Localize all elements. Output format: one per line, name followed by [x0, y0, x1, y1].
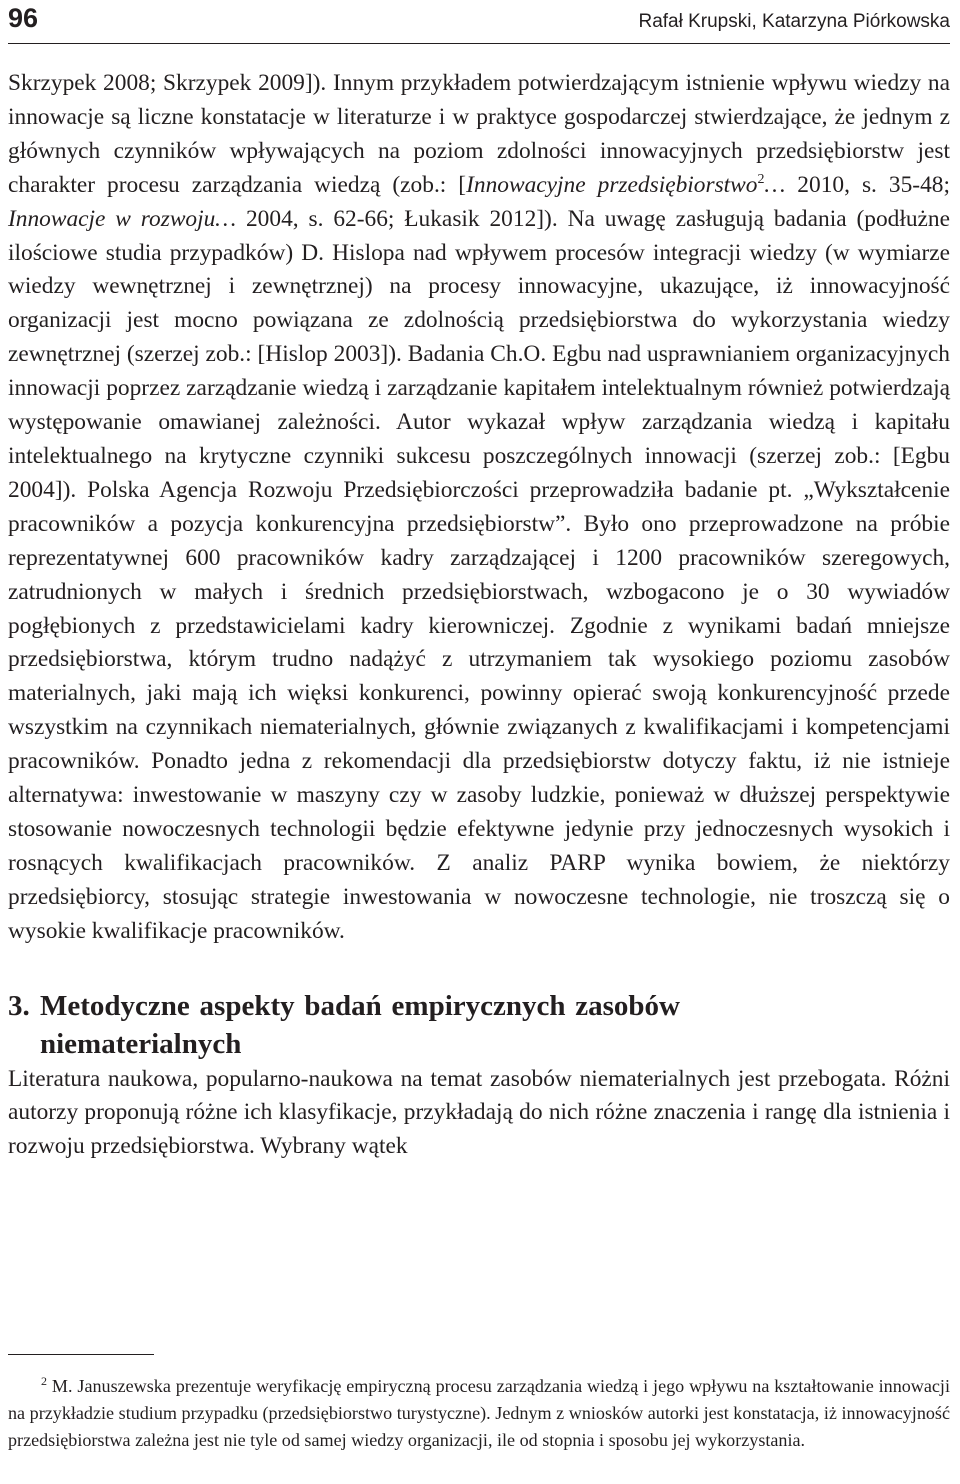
footnote [8, 1373, 950, 1453]
citation-title: Innowacyjne przedsiębiorstwo [466, 171, 758, 198]
running-header-authors: Rafał Krupski, Katarzyna Piórkowska [638, 11, 950, 32]
footnote-text: M. Januszewska prezentuje weryfikację empiryczną procesu zarządzania wiedzą i jego wpływu na kształtowanie innowacji na przykładzie studium przypadku (przedsiębiorstwo turystyczne). Jednym z wniosków autorki jest konstatacja, iż innowacyjność przedsiębiorstwa zależna jest nie tyle od samej wiedzy organizacji, ile od stopnia i sposobu jej wykorzystania. [8, 1376, 950, 1450]
paragraph-text: 2010, s. 35-48; [785, 171, 950, 198]
paragraph-text: Skrzypek 2008; Skrzypek 2009]). Innym przykładem potwierdzającym istnienie wpływu wiedzy na innowacje są liczne konstatacje w literaturze i w praktyce gospodarczej stwierdzające, że jednym z głównych czynników wpływających na poziom zdolności innowacyjnych przedsiębiorstw jest charakter procesu zarządzania wiedzą (zob.: [ [8, 70, 950, 198]
paragraph-text: 2004, s. 62-66; Łukasik 2012]). Na uwagę zasługują badania (podłużne ilościowe studia przypadków) D. Hislopa nad wpływem procesów integracji wiedzy (w wymiarze wiedzy wewnętrznej i zewnętrznej) na procesy innowacyjne, ukazujące, iż innowacyjność organizacji jest mocno powiązana ze zdolnością przedsiębiorstwa do wykorzystania wiedzy zewnętrznej (szerzej zob.: [Hislop 2003]). Badania Ch.O. Egbu nad usprawnianiem organizacyjnych innowacji poprzez zarządzanie wiedzą i zarządzanie kapitałem intelektualnym również potwierdzają występowanie omawianej zależności. Autor wykazał wpływ zarządzania wiedzą i kapitału intelektualnego na krytyczne czynniki sukcesu poszczególnych innowacji (szerzej zob.: [Egbu 2004]). Polska Agencja Rozwoju Przedsiębiorczości przeprowadziła badanie pt. „Wykształcenie pracowników a pozycja konkurencyjna przedsiębiorstw”. Było ono przeprowadzone na próbie reprezentatywnej 600 pracowników kadry zarządzającej i 1200 pracowników szeregowych, zatrudnionych w małych i średnich przedsiębiorstwach, wzbogacono je o 30 wywiadów pogłębionych z przedstawicielami kadry kierowniczej. Zgodnie z wynikami badań mniejsze przedsiębiorstwa, którym trudno nadążyć z utrzymaniem tak wysokiego poziomu zasobów materialnych, jaki mają ich więksi konkurenci, powinny opierać swoją konkurencyjność przede wszystkim na czynnikach niematerialnych, głównie związanych z kwalifikacjami i kompetencjami pracowników. Ponadto jedna z rekomendacji dla przedsiębiorstw dotyczy faktu, iż nie istnieje alternatywa: inwestowanie w maszyny czy w zasoby ludzkie, ponieważ w dłuższej perspektywie stosowanie nowoczesnych technologii będzie efektywne jedynie przy jednoczesnych wysokich i rosnących kwalifikacjach pracowników. Z analiz PARP wynika bowiem, że niektórzy przedsiębiorcy, stosując strategie inwestowania w nowoczesne technologie, nie troszczą się o wysokie kwalifikacje pracowników. [8, 205, 950, 944]
page-number: 96 [8, 3, 39, 33]
section-heading [8, 987, 950, 1063]
citation-title: Innowacje w rozwoju… [8, 205, 237, 232]
citation-ellipsis: … [764, 171, 786, 198]
footnote-separator [8, 1354, 154, 1355]
paragraph [8, 67, 950, 949]
section-title: Metodyczne aspekty badań empirycznych zasobów niematerialnych [40, 989, 680, 1060]
main-text [8, 67, 950, 1164]
footnote-marker: 2 [41, 1373, 47, 1388]
running-header [8, 0, 950, 44]
footnote-reference: 2 [757, 171, 765, 187]
section-paragraph: Literatura naukowa, popularno-naukowa na temat zasobów niematerialnych jest przebogata. Różni autorzy proponują różne ich klasyfikacje, przykładają do nich różne znaczenia i rangę dla istnienia i rozwoju przedsiębiorstwa. Wybrany wątek [8, 1065, 950, 1160]
section-number: 3. [8, 989, 30, 1022]
